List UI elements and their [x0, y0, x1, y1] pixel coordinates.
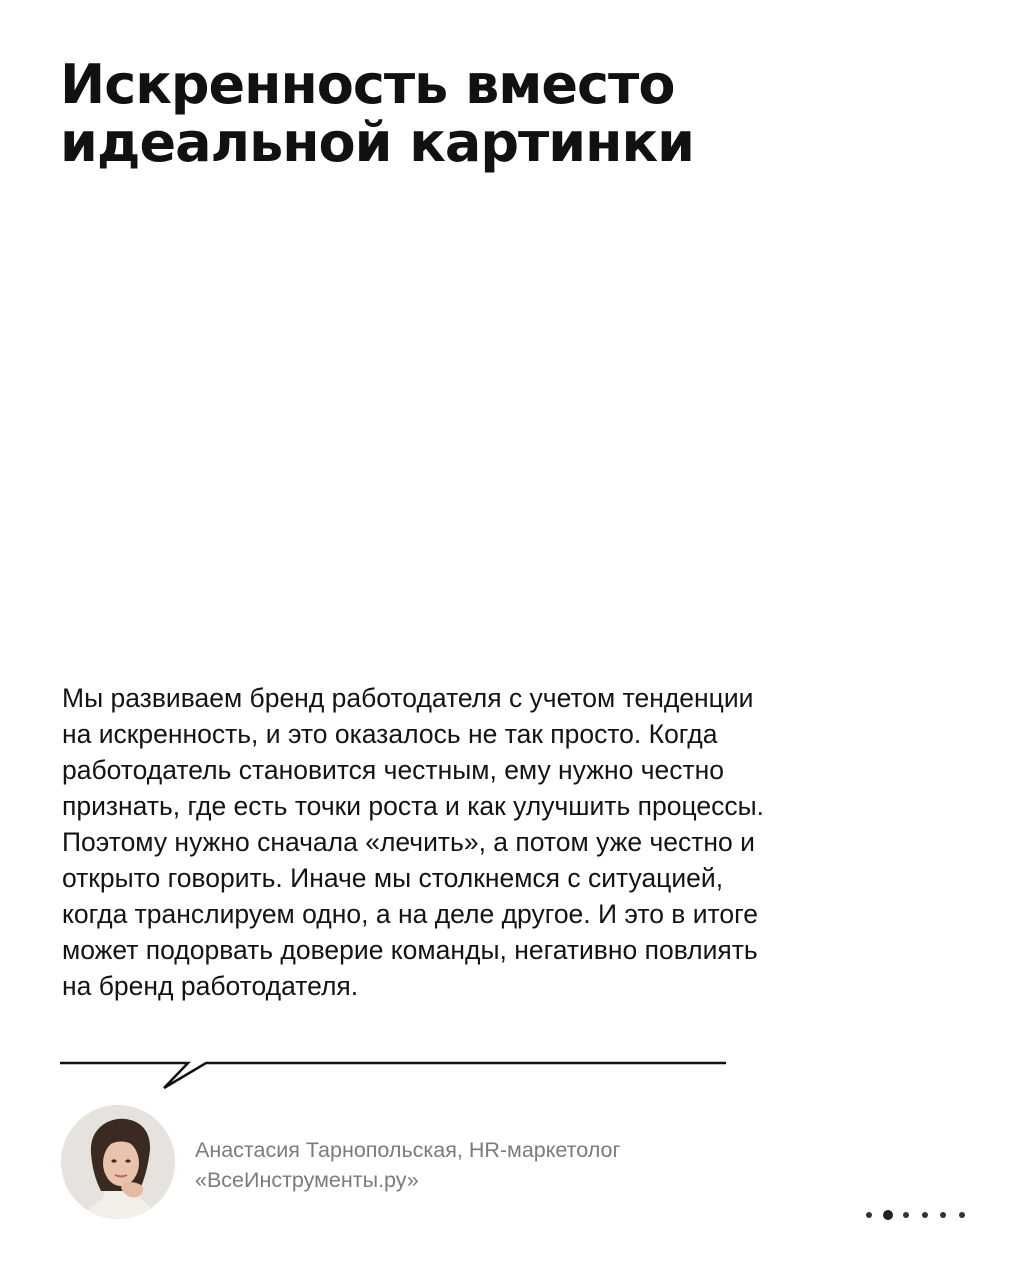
- quote-line: когда транслируем одно, а на деле другое. И это в итоге: [62, 899, 758, 929]
- author-name: Анастасия Тарнопольская, HR-маркетолог: [195, 1138, 621, 1162]
- carousel-pager: [862, 1205, 972, 1225]
- author-portrait-icon: [61, 1105, 175, 1219]
- quote-text: [62, 680, 862, 1004]
- title-line-1: Искренность вместо: [60, 53, 675, 116]
- speech-bubble-tail-icon: [60, 1052, 730, 1092]
- avatar: [61, 1105, 175, 1219]
- pager-dot-active[interactable]: [883, 1210, 893, 1220]
- quote-line: открыто говорить. Иначе мы столкнемся с ситуацией,: [62, 863, 724, 893]
- quote-line: Поэтому нужно сначала «лечить», а потом уже честно и: [62, 827, 755, 857]
- pager-dot[interactable]: [922, 1212, 928, 1218]
- quote-line: на искренность, и это оказалось не так просто. Когда: [62, 719, 718, 749]
- quote-line: признать, где есть точки роста и как улучшить процессы.: [62, 791, 765, 821]
- quote-line: работодатель становится честным, ему нужно честно: [62, 755, 725, 785]
- pager-dot[interactable]: [903, 1212, 909, 1218]
- pager-dot[interactable]: [940, 1212, 946, 1218]
- author-company: «ВсеИнструменты.ру»: [195, 1168, 419, 1192]
- quote-line: на бренд работодателя.: [62, 971, 359, 1001]
- pager-dot[interactable]: [866, 1212, 872, 1218]
- page-title: [60, 53, 960, 174]
- quote-line: может подорвать доверие команды, негативно повлиять: [62, 935, 758, 965]
- author-caption: [195, 1135, 620, 1195]
- title-line-2: идеальной картинки: [60, 111, 694, 174]
- pager-dot[interactable]: [959, 1212, 965, 1218]
- quote-line: Мы развиваем бренд работодателя с учетом тенденции: [62, 683, 754, 713]
